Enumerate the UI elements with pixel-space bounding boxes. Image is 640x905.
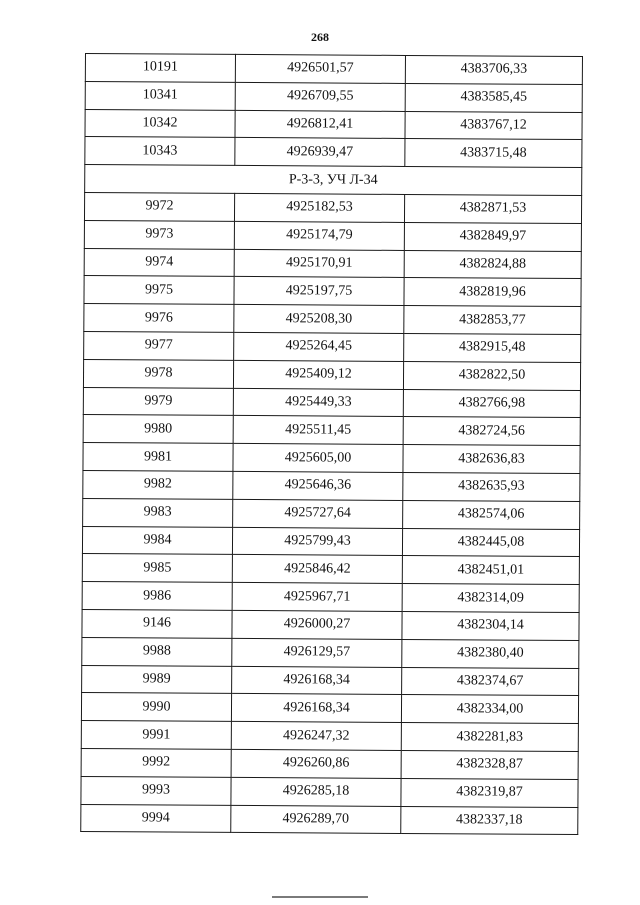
point-id-cell: 10343 [85, 137, 235, 166]
table-row [85, 137, 582, 168]
point-id-cell: 9988 [82, 637, 232, 666]
y-coordinate-cell: 4383706,33 [405, 55, 582, 84]
point-id-cell: 10191 [85, 54, 235, 83]
point-id-cell: 9985 [82, 554, 232, 583]
y-coordinate-cell: 4382635,93 [403, 472, 580, 501]
table-row [84, 304, 581, 335]
table-row [83, 443, 580, 474]
point-id-cell: 9983 [83, 498, 233, 527]
x-coordinate-cell: 4926501,57 [235, 54, 405, 83]
x-coordinate-cell: 4926247,32 [231, 722, 401, 751]
point-id-cell: 9973 [84, 220, 234, 249]
x-coordinate-cell: 4925605,00 [233, 444, 403, 473]
table-row [83, 359, 580, 390]
y-coordinate-cell: 4382724,56 [403, 417, 580, 446]
x-coordinate-cell: 4926709,55 [235, 82, 405, 111]
point-id-cell: 9990 [81, 693, 231, 722]
y-coordinate-cell: 4382849,97 [404, 222, 581, 251]
point-id-cell: 9978 [83, 359, 233, 388]
table-body-top [85, 54, 583, 168]
point-id-cell: 9984 [82, 526, 232, 555]
y-coordinate-cell: 4383767,12 [405, 111, 582, 140]
point-id-cell: 9980 [83, 415, 233, 444]
point-id-cell: 9981 [83, 443, 233, 472]
bottom-scan-mark [272, 896, 368, 898]
y-coordinate-cell: 4382853,77 [404, 306, 581, 335]
x-coordinate-cell: 4925846,42 [232, 555, 402, 584]
table-row [82, 609, 579, 640]
table-body-bottom [81, 192, 582, 834]
y-coordinate-cell: 4382380,40 [402, 639, 579, 668]
y-coordinate-cell: 4382445,08 [402, 528, 579, 557]
table-row [83, 387, 580, 418]
x-coordinate-cell: 4926260,86 [231, 749, 401, 778]
y-coordinate-cell: 4382304,14 [402, 611, 579, 640]
y-coordinate-cell: 4382319,87 [401, 778, 578, 807]
point-id-cell: 9982 [83, 470, 233, 499]
y-coordinate-cell: 4382337,18 [401, 806, 578, 835]
y-coordinate-cell: 4383585,45 [405, 83, 582, 112]
table-row [82, 665, 579, 696]
table-row [83, 498, 580, 529]
x-coordinate-cell: 4926168,34 [231, 694, 401, 723]
table-row [84, 220, 581, 251]
x-coordinate-cell: 4925449,33 [233, 388, 403, 417]
x-coordinate-cell: 4926939,47 [235, 138, 405, 167]
point-id-cell: 9974 [84, 248, 234, 277]
point-id-cell: 9975 [84, 276, 234, 305]
x-coordinate-cell: 4926129,57 [232, 638, 402, 667]
y-coordinate-cell: 4382824,88 [404, 250, 581, 279]
point-id-cell: 9989 [82, 665, 232, 694]
table-row [81, 748, 578, 779]
y-coordinate-cell: 4382766,98 [403, 389, 580, 418]
y-coordinate-cell: 4382871,53 [404, 194, 581, 223]
y-coordinate-cell: 4382636,83 [403, 445, 580, 474]
y-coordinate-cell: 4382819,96 [404, 278, 581, 307]
x-coordinate-cell: 4925646,36 [233, 471, 403, 500]
point-id-cell: 9992 [81, 748, 231, 777]
table-row [84, 276, 581, 307]
point-id-cell: 9986 [82, 582, 232, 611]
table-row [81, 693, 578, 724]
point-id-cell: 9994 [81, 804, 231, 833]
table-row [84, 192, 581, 223]
table-row [84, 248, 581, 279]
x-coordinate-cell: 4925967,71 [232, 583, 402, 612]
y-coordinate-cell: 4382574,06 [403, 500, 580, 529]
point-id-cell: 9993 [81, 776, 231, 805]
x-coordinate-cell: 4925197,75 [234, 277, 404, 306]
point-id-cell: 10342 [85, 109, 235, 138]
y-coordinate-cell: 4382314,09 [402, 584, 579, 613]
table-row [81, 776, 578, 807]
x-coordinate-cell: 4925208,30 [234, 305, 404, 334]
table-row [85, 81, 582, 112]
y-coordinate-cell: 4382451,01 [402, 556, 579, 585]
table-row [82, 554, 579, 585]
section-title: Р-3-3, УЧ Л-34 [85, 165, 582, 196]
point-id-cell: 9977 [84, 331, 234, 360]
table-row [81, 721, 578, 752]
point-id-cell: 9972 [84, 192, 234, 221]
table-row [85, 109, 582, 140]
x-coordinate-cell: 4925264,45 [234, 332, 404, 361]
y-coordinate-cell: 4382822,50 [403, 361, 580, 390]
x-coordinate-cell: 4925409,12 [233, 360, 403, 389]
page-number: 268 [311, 30, 329, 44]
x-coordinate-cell: 4926285,18 [231, 777, 401, 806]
point-id-cell: 9979 [83, 387, 233, 416]
point-id-cell: 9146 [82, 609, 232, 638]
x-coordinate-cell: 4925511,45 [233, 416, 403, 445]
coordinates-table-container [80, 53, 582, 835]
table-row [82, 526, 579, 557]
y-coordinate-cell: 4383715,48 [405, 139, 582, 168]
point-id-cell: 9991 [81, 721, 231, 750]
x-coordinate-cell: 4926289,70 [231, 805, 401, 834]
y-coordinate-cell: 4382334,00 [401, 695, 578, 724]
x-coordinate-cell: 4926812,41 [235, 110, 405, 139]
table-row [85, 54, 582, 85]
x-coordinate-cell: 4926000,27 [232, 610, 402, 639]
table-row [84, 331, 581, 362]
point-id-cell: 9976 [84, 304, 234, 333]
x-coordinate-cell: 4925182,53 [234, 193, 404, 222]
x-coordinate-cell: 4925799,43 [232, 527, 402, 556]
table-section-header [85, 165, 582, 196]
table-row [82, 582, 579, 613]
section-row [85, 165, 582, 196]
y-coordinate-cell: 4382374,67 [402, 667, 579, 696]
table-row [82, 637, 579, 668]
x-coordinate-cell: 4926168,34 [232, 666, 402, 695]
point-id-cell: 10341 [85, 81, 235, 110]
y-coordinate-cell: 4382328,87 [401, 750, 578, 779]
coordinates-table [80, 53, 583, 835]
y-coordinate-cell: 4382281,83 [401, 723, 578, 752]
x-coordinate-cell: 4925174,79 [234, 221, 404, 250]
table-row [81, 804, 578, 835]
table-row [83, 470, 580, 501]
x-coordinate-cell: 4925727,64 [233, 499, 403, 528]
table-row [83, 415, 580, 446]
x-coordinate-cell: 4925170,91 [234, 249, 404, 278]
y-coordinate-cell: 4382915,48 [404, 333, 581, 362]
